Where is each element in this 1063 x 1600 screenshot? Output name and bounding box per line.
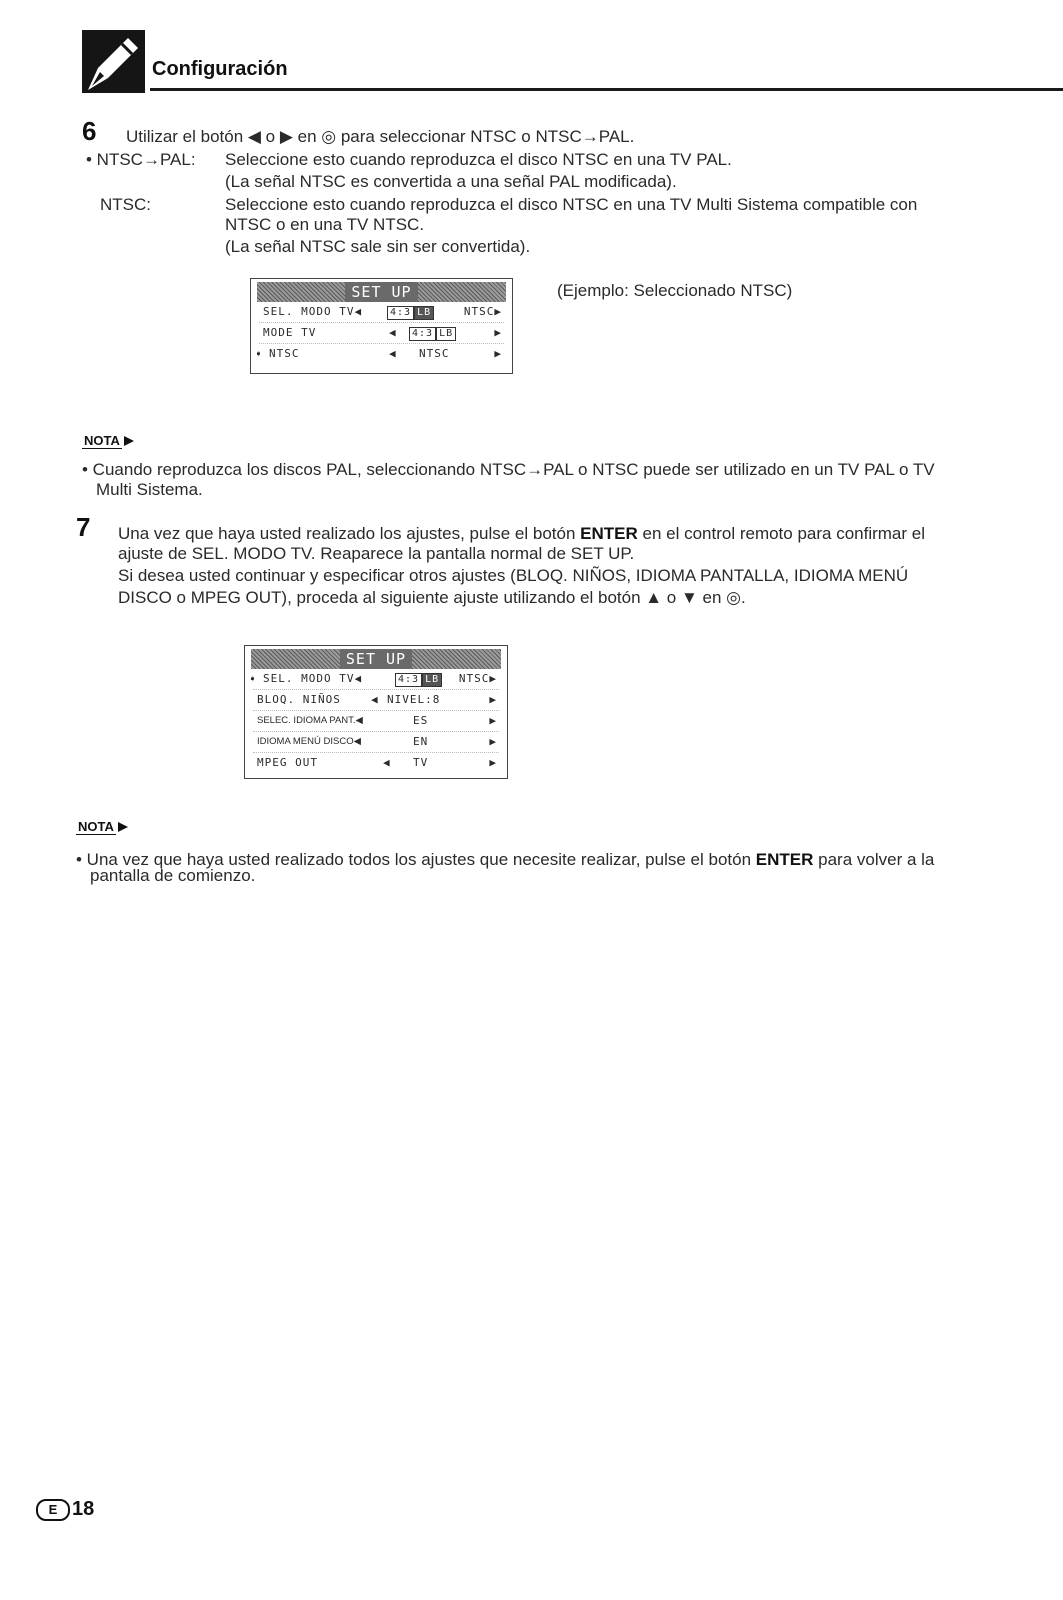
option-term: • NTSC→PAL: [86,150,196,169]
option-desc: Seleccione esto cuando reproduzca el disco NTSC en una TV Multi Sistema compatible con [225,195,918,214]
nota-badge: NOTA [84,433,120,448]
osd-row: BLOQ. NIÑOS ◀ NIVEL:8 ▶ [253,690,499,711]
step-number: 7 [76,512,91,542]
nota-text: Multi Sistema. [96,480,203,499]
osd-row: ➧ SEL. MODO TV◀ 4:3 LB NTSC▶ [253,669,499,690]
option-desc: (La señal NTSC sale sin ser convertida). [225,237,531,256]
option-desc: NTSC o en una TV NTSC. [225,215,425,234]
step-number: 6 [82,116,97,146]
nota-badge: NOTA [78,819,114,834]
section-logo [82,30,145,93]
osd-row: MODE TV ◀ 4:3 LB ▶ [259,323,504,344]
setup-menu-example-2 [244,645,508,779]
step-text: Si desea usted continuar y especificar otros ajustes (BLOQ. NIÑOS, IDIOMA PANTALLA, IDIOMA MENÚ [118,566,909,585]
option-term: NTSC: [100,195,151,214]
option-desc: (La señal NTSC es convertida a una señal PAL modificada). [225,172,677,191]
nota-text: • Cuando reproduzca los discos PAL, seleccionando NTSC→PAL o NTSC puede ser utilizado en un TV PAL o TV [82,460,935,479]
step-text: DISCO o MPEG OUT), proceda al siguiente ajuste utilizando el botón ▲ o ▼ en ◎. [118,588,746,607]
pencil-icon [82,30,145,93]
step-text: Utilizar el botón ◀ o ▶ en ◎ para seleccionar NTSC o NTSC→PAL. [126,127,635,146]
nota-text: pantalla de comienzo. [90,866,256,885]
cursor-arrow-icon: ➧ [255,347,264,361]
osd-row: MPEG OUT ◀ TV ▶ [257,756,497,769]
section-title: Configuración [152,58,288,80]
step-text: ajuste de SEL. MODO TV. Reaparece la pantalla normal de SET UP. [118,544,635,563]
osd-row: SEL. MODO TV◀ 4:3 LB NTSC▶ [259,302,504,323]
osd-title-bar: SET UP [251,649,501,669]
osd-row: IDIOMA MENÚ DISCO◀ EN ▶ [253,732,499,753]
example-caption: (Ejemplo: Seleccionado NTSC) [557,281,793,300]
step-text: Una vez que haya usted realizado los ajustes, pulse el botón ENTER en el control remoto para confirmar el [118,524,926,543]
language-e-icon: E [36,1499,70,1521]
setup-menu-example-1 [250,278,513,374]
nota-text: • Una vez que haya usted realizado todos los ajustes que necesite realizar, pulse el botón ENTER para volver a la [76,850,935,869]
page-number: E 18 [36,1498,94,1521]
option-desc: Seleccione esto cuando reproduzca el disco NTSC en una TV PAL. [225,150,732,169]
osd-row: ➧ NTSC ◀ NTSC ▶ [259,344,504,364]
cursor-arrow-icon: ➧ [249,672,258,686]
osd-row: SELEC. IDIOMA PANT.◀ ES ▶ [253,711,499,732]
header-rule [150,88,1063,91]
osd-title-bar: SET UP [257,282,506,302]
